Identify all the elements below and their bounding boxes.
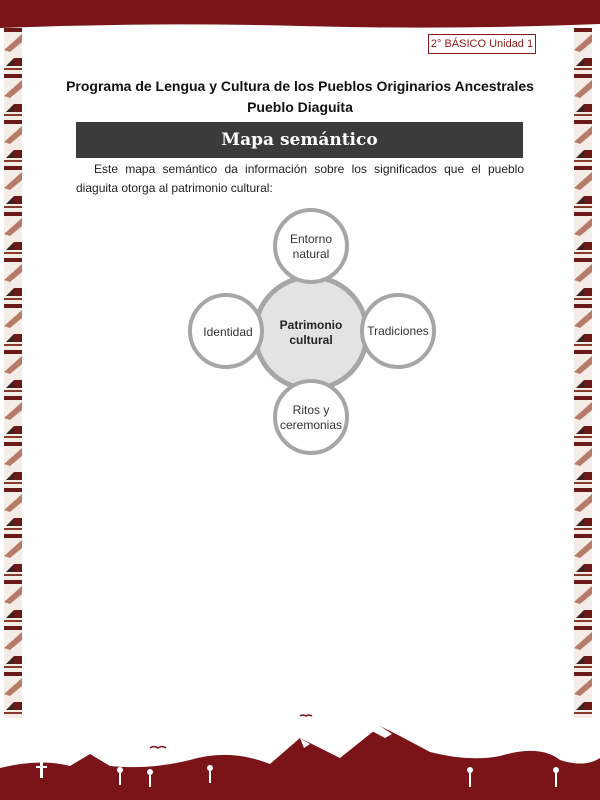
grade-unit-badge: 2° BÁSICO Unidad 1: [428, 34, 536, 54]
intro-paragraph: Este mapa semántico da información sobre los significados que el pueblo diaguita otorga al patrimonio cultural:: [76, 162, 524, 195]
section-header: [76, 122, 523, 158]
left-decorative-strip: [4, 28, 22, 718]
left-label: Identidad: [203, 325, 253, 339]
right-label: Tradiciones: [367, 324, 429, 338]
people-name: Pueblo Diaguita: [247, 99, 353, 115]
semantic-map-diagram: [180, 205, 442, 460]
footer-decorative-landscape: [0, 708, 600, 800]
top-label-line1: Entorno: [289, 232, 333, 246]
top-decorative-band: [0, 0, 600, 28]
center-label-line1: Patrimonio: [279, 318, 343, 332]
top-label-line2: natural: [292, 247, 330, 261]
bottom-label-line2: ceremonias: [279, 418, 343, 432]
bottom-label-line1: Ritos y: [292, 403, 330, 417]
right-decorative-strip: [574, 28, 592, 718]
section-title: Mapa semántico: [221, 130, 378, 150]
program-title: [60, 76, 540, 118]
program-name: Programa de Lengua y Cultura de los Pueblos Originarios Ancestrales: [66, 78, 534, 94]
bottom-node: [275, 381, 347, 453]
center-label-line2: cultural: [289, 333, 333, 347]
top-node: [275, 210, 347, 282]
